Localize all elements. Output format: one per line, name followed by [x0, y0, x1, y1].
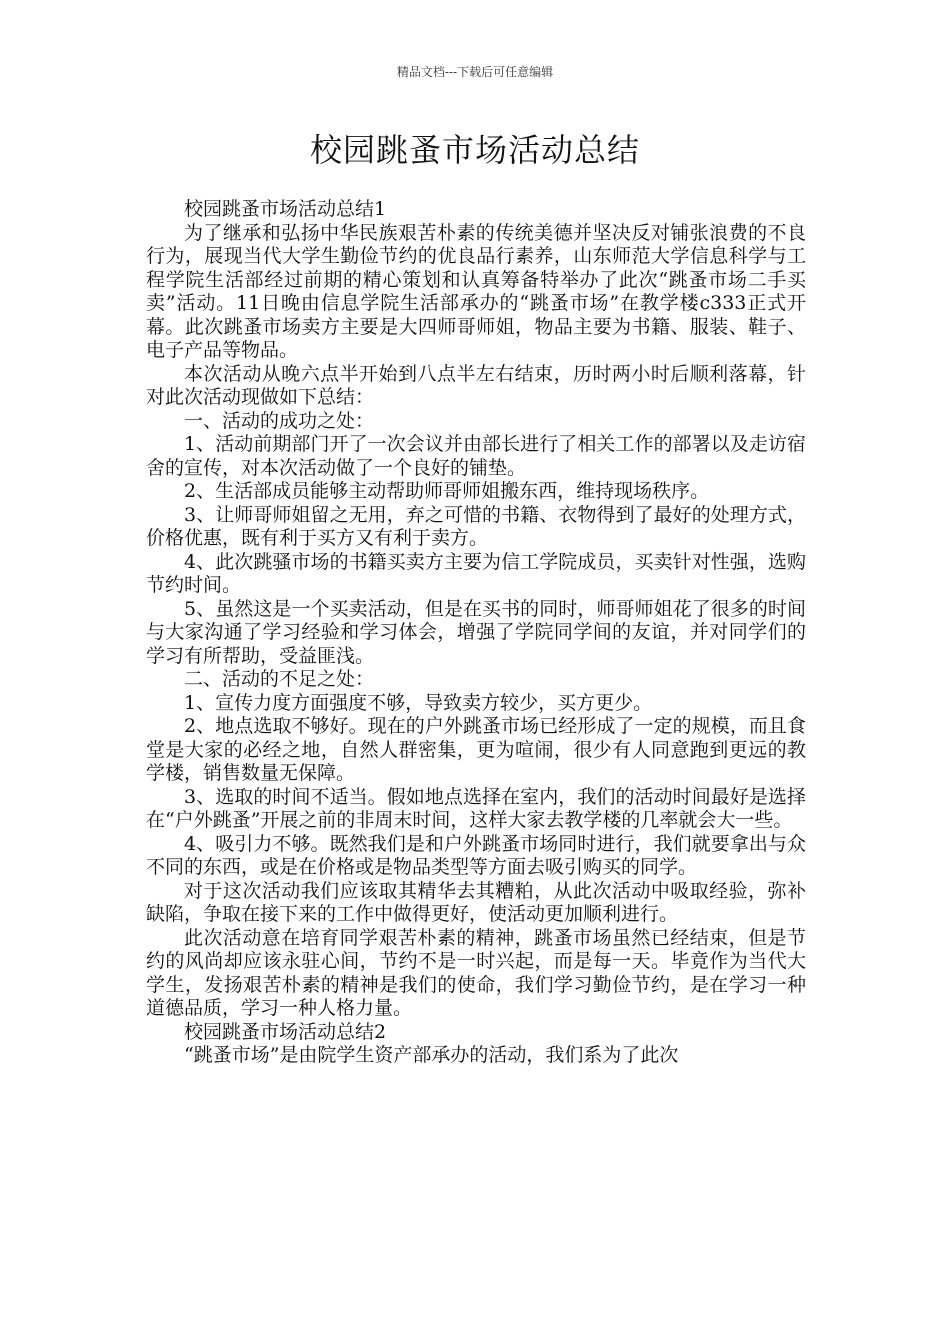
section-heading-2: 校园跳蚤市场活动总结2 [184, 1020, 387, 1043]
list-item-success-1: 1、活动前期部门开了一次会议并由部长进行了相关工作的部署以及走访宿舍的宣传，对本次活动做了一个良好的铺垫。 [146, 433, 806, 479]
list-item-success-5: 5、虽然这是一个买卖活动，但是在买书的同时，师哥师姐花了很多的时间与大家沟通了学习经验和学习体会，增强了学院同学间的友谊，并对同学们的学习有所帮助，受益匪浅。 [146, 597, 806, 667]
section-heading-1: 校园跳蚤市场活动总结1 [184, 198, 387, 220]
subheading-successes: 一、活动的成功之处： [184, 409, 375, 432]
document-body [146, 198, 806, 1068]
list-item-shortcoming-2: 2、地点选取不够好。现在的户外跳蚤市场已经形成了一定的规模，而且食堂是大家的必经之地，自然人群密集，更为喧闹，很少有人同意跑到更远的教学楼，销售数量无保障。 [146, 715, 806, 784]
paragraph-intro: 为了继承和弘扬中华民族艰苦朴素的传统美德并坚决反对铺张浪费的不良行为，展现当代大学生勤俭节约的优良品行素养，山东师范大学信息科学与工程学院生活部经过前期的精心策划和认真筹备特举办了此次“跳蚤市场二手买卖”活动。11日晚由信息学院生活部承办的“跳蚤市场”在教学楼c333正式开幕。此次跳蚤市场卖方主要是大四师哥师姐，物品主要为书籍、服装、鞋子、电子产品等物品。 [146, 221, 806, 361]
subheading-shortcomings: 二、活动的不足之处： [184, 668, 375, 690]
list-item-success-2: 2、生活部成员能够主动帮助师哥师姐搬东西，维持现场秩序。 [184, 480, 710, 502]
list-item-shortcoming-1: 1、宣传力度方面强度不够，导致卖方较少，买方更少。 [184, 691, 653, 714]
list-item-shortcoming-4: 4、吸引力不够。既然我们是和户外跳蚤市场同时进行，我们就要拿出与众不同的东西，或是在价格或是物品类型等方面去吸引购买的同学。 [146, 832, 806, 878]
document-title: 校园跳蚤市场活动总结 [309, 131, 640, 169]
paragraph-section-2-start: “跳蚤市场”是由院学生资产部承办的活动，我们系为了此次 [184, 1044, 679, 1066]
list-item-success-3: 3、让师哥师姐留之无用，弃之可惜的书籍、衣物得到了最好的处理方式，价格优惠，既有利于买方又有利于卖方。 [146, 503, 806, 549]
list-item-success-4: 4、此次跳骚市场的书籍买卖方主要为信工学院成员，买卖针对性强，选购节约时间。 [146, 550, 806, 596]
page-header: 精品文档---下载后可任意编辑 [396, 65, 554, 79]
list-item-shortcoming-3: 3、选取的时间不适当。假如地点选择在室内，我们的活动时间最好是选择在“户外跳蚤”开展之前的非周末时间，这样大家去教学楼的几率就会大一些。 [146, 785, 806, 831]
paragraph-overview: 本次活动从晚六点半开始到八点半左右结束，历时两小时后顺利落幕，针对此次活动现做如下总结： [146, 362, 806, 408]
paragraph-lessons: 对于这次活动我们应该取其精华去其糟粕，从此次活动中吸取经验，弥补缺陷，争取在接下来的工作中做得更好，使活动更加顺利进行。 [146, 879, 806, 925]
paragraph-conclusion: 此次活动意在培育同学艰苦朴素的精神，跳蚤市场虽然已经结束，但是节约的风尚却应该永驻心间，节约不是一时兴起，而是每一天。毕竟作为当代大学生，发扬艰苦朴素的精神是我们的使命，我们学习勤俭节约，是在学习一种道德品质，学习一种人格力量。 [146, 926, 806, 1019]
